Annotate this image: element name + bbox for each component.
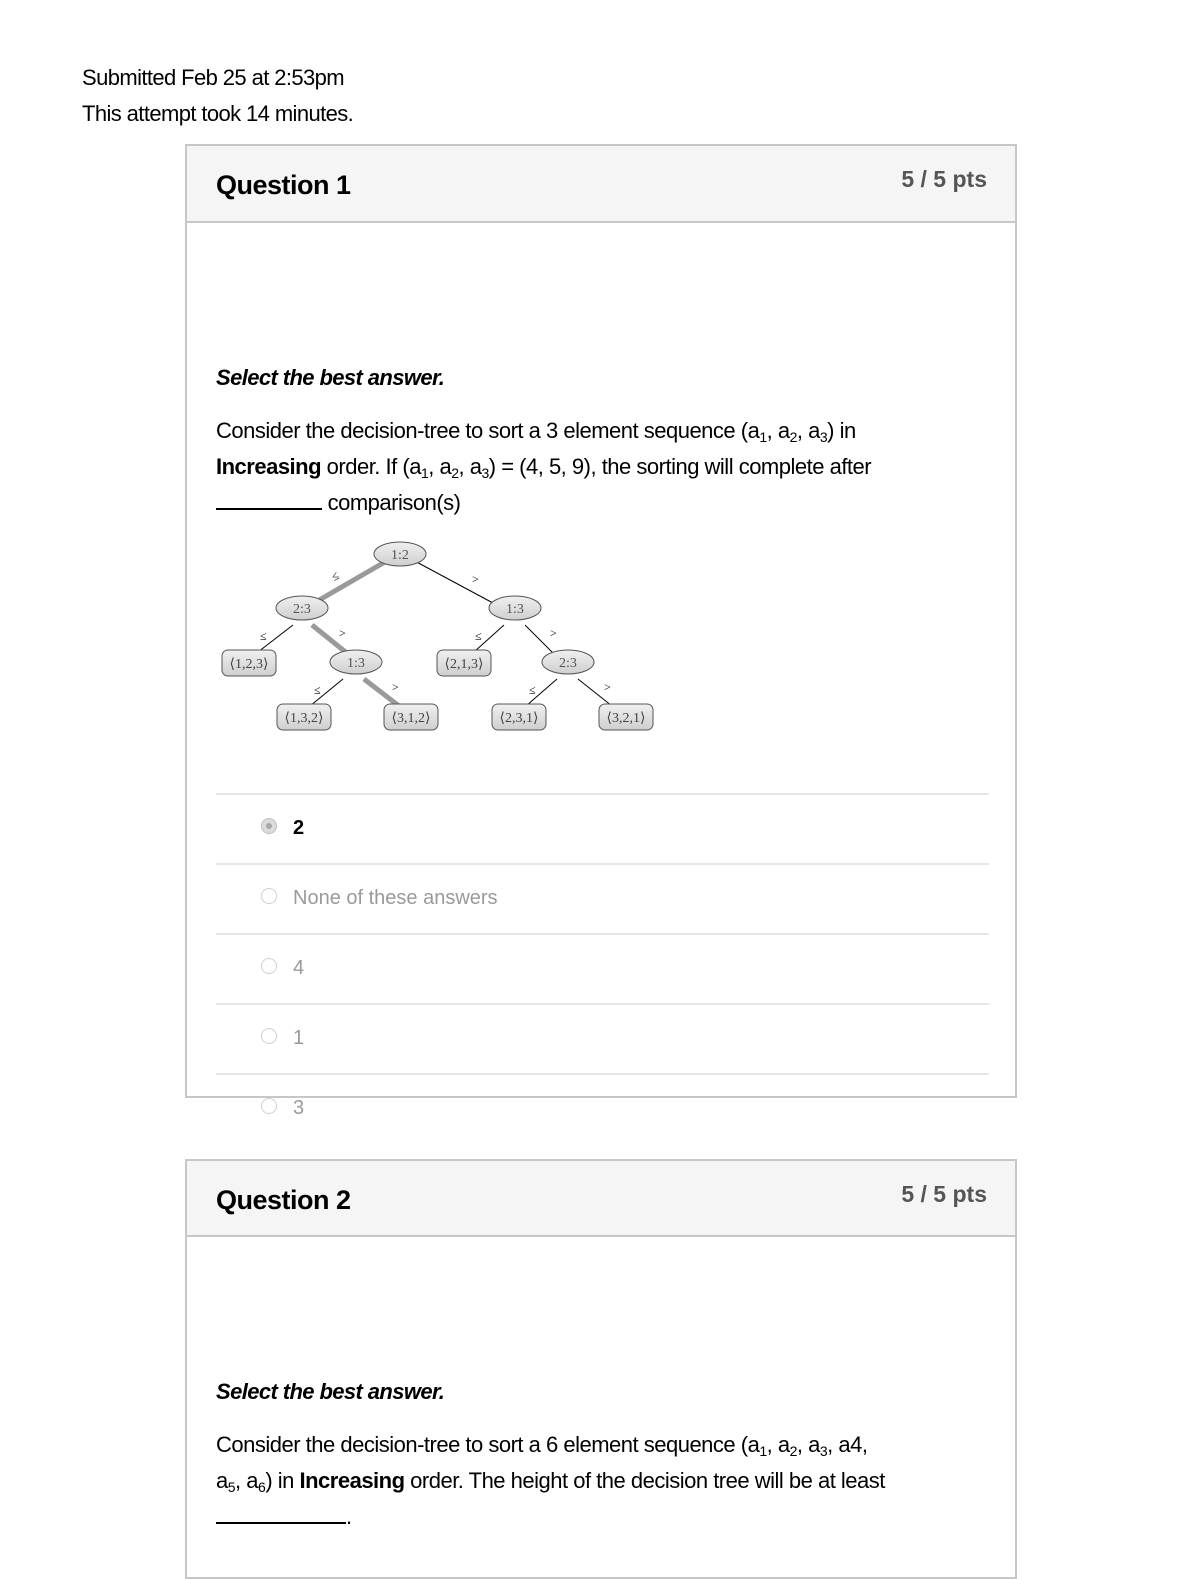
answer-option[interactable] (216, 1003, 989, 1073)
radio-button[interactable] (261, 888, 277, 904)
answer-option[interactable] (216, 793, 989, 863)
edge-label: > (550, 626, 557, 640)
tree-leaf (599, 704, 653, 730)
edge-label: ≤ (328, 568, 342, 584)
prompt-text: ) in (265, 1468, 300, 1493)
svg-text:⟨1,2,3⟩: ⟨1,2,3⟩ (229, 657, 269, 672)
question-card-1 (185, 144, 1017, 1119)
prompt-text: , a (766, 418, 790, 443)
svg-text:1:2: 1:2 (391, 548, 409, 563)
prompt-text: , a (458, 454, 482, 479)
subscript: 2 (789, 1443, 797, 1459)
submitted-time: Submitted Feb 25 at 2:53pm (82, 65, 345, 90)
question-points: 5 / 5 pts (901, 166, 987, 192)
edge-label: ≤ (475, 629, 482, 643)
decision-tree-figure (216, 539, 676, 749)
subscript: 3 (819, 429, 828, 445)
question-card-2 (185, 1159, 1017, 1579)
prompt-text: . (346, 1504, 352, 1529)
question-prompt (216, 413, 996, 521)
answer-blank (216, 490, 322, 510)
svg-text:1:3: 1:3 (347, 656, 365, 671)
tree-node (489, 596, 541, 620)
question-title: Question 2 (216, 1185, 351, 1215)
edge-label: ≤ (260, 629, 267, 643)
answer-list (216, 793, 989, 1143)
edge-label: ≤ (314, 683, 321, 697)
tree-leaf (222, 650, 276, 676)
svg-text:2:3: 2:3 (293, 602, 311, 617)
answer-label: 3 (293, 1097, 305, 1119)
subscript: 3 (481, 465, 489, 481)
answer-label: 2 (293, 817, 305, 839)
edge-label: > (392, 680, 399, 694)
question-header (187, 146, 1015, 223)
edge-label: ≤ (529, 683, 536, 697)
svg-text:2:3: 2:3 (559, 656, 577, 671)
tree-leaf (384, 704, 438, 730)
tree-leaf (492, 704, 546, 730)
svg-text:1:3: 1:3 (506, 602, 524, 617)
answer-blank (216, 1504, 346, 1524)
subscript: 1 (759, 1443, 767, 1459)
svg-text:⟨2,1,3⟩: ⟨2,1,3⟩ (444, 657, 484, 672)
edge-label: > (339, 626, 346, 640)
answer-option[interactable] (216, 1073, 989, 1143)
prompt-text: comparison(s) (322, 490, 461, 515)
tree-node (276, 596, 328, 620)
svg-text:⟨3,1,2⟩: ⟨3,1,2⟩ (391, 711, 431, 726)
question-header (187, 1161, 1015, 1237)
prompt-text: a (216, 1468, 228, 1493)
tree-node (542, 650, 594, 674)
prompt-bold: Increasing (299, 1468, 405, 1493)
tree-node (330, 650, 382, 674)
prompt-text: , a (796, 418, 820, 443)
svg-text:⟨2,3,1⟩: ⟨2,3,1⟩ (499, 711, 539, 726)
question-instruction: Select the best answer. (216, 365, 445, 390)
prompt-text: ) = (4, 5, 9), the sorting will complete after (488, 454, 872, 479)
subscript: 2 (789, 429, 797, 445)
subscript: 2 (451, 465, 459, 481)
prompt-text: ) in (827, 418, 856, 443)
svg-text:⟨3,2,1⟩: ⟨3,2,1⟩ (606, 711, 646, 726)
tree-leaf (277, 704, 331, 730)
answer-label: 4 (293, 957, 305, 979)
radio-button[interactable] (261, 1098, 277, 1114)
prompt-text: , a (796, 1432, 820, 1457)
edge-label: > (604, 680, 611, 694)
edge-label: > (472, 572, 479, 586)
prompt-text: , a (428, 454, 452, 479)
tree-leaf (437, 650, 491, 676)
svg-text:⟨1,3,2⟩: ⟨1,3,2⟩ (284, 711, 324, 726)
answer-option[interactable] (216, 863, 989, 933)
question-points: 5 / 5 pts (901, 1181, 987, 1207)
prompt-text: order. The height of the decision tree will be at least (404, 1468, 885, 1493)
subscript: 1 (420, 465, 429, 481)
tree-node (374, 542, 426, 566)
prompt-bold: Increasing (216, 454, 322, 479)
attempt-duration: This attempt took 14 minutes. (82, 101, 354, 126)
prompt-text: Consider the decision-tree to sort a 6 element sequence (a (216, 1432, 760, 1457)
prompt-text: Consider the decision-tree to sort a 3 element sequence (a (216, 418, 760, 443)
subscript: 1 (759, 429, 767, 445)
subscript: 6 (258, 1479, 266, 1495)
question-title: Question 1 (216, 170, 351, 200)
question-prompt (216, 1427, 996, 1535)
prompt-text: , a (766, 1432, 790, 1457)
prompt-text: , a (235, 1468, 259, 1493)
question-instruction: Select the best answer. (216, 1379, 445, 1404)
prompt-text: , a4, (827, 1432, 868, 1457)
radio-button[interactable] (261, 1028, 277, 1044)
radio-button-selected[interactable] (261, 818, 277, 834)
submission-info (82, 60, 353, 132)
answer-option[interactable] (216, 933, 989, 1003)
subscript: 5 (227, 1479, 236, 1495)
answer-label: None of these answers (293, 887, 498, 909)
subscript: 3 (819, 1443, 828, 1459)
prompt-text: order. If (a (321, 454, 421, 479)
radio-button[interactable] (261, 958, 277, 974)
answer-label: 1 (293, 1027, 305, 1049)
